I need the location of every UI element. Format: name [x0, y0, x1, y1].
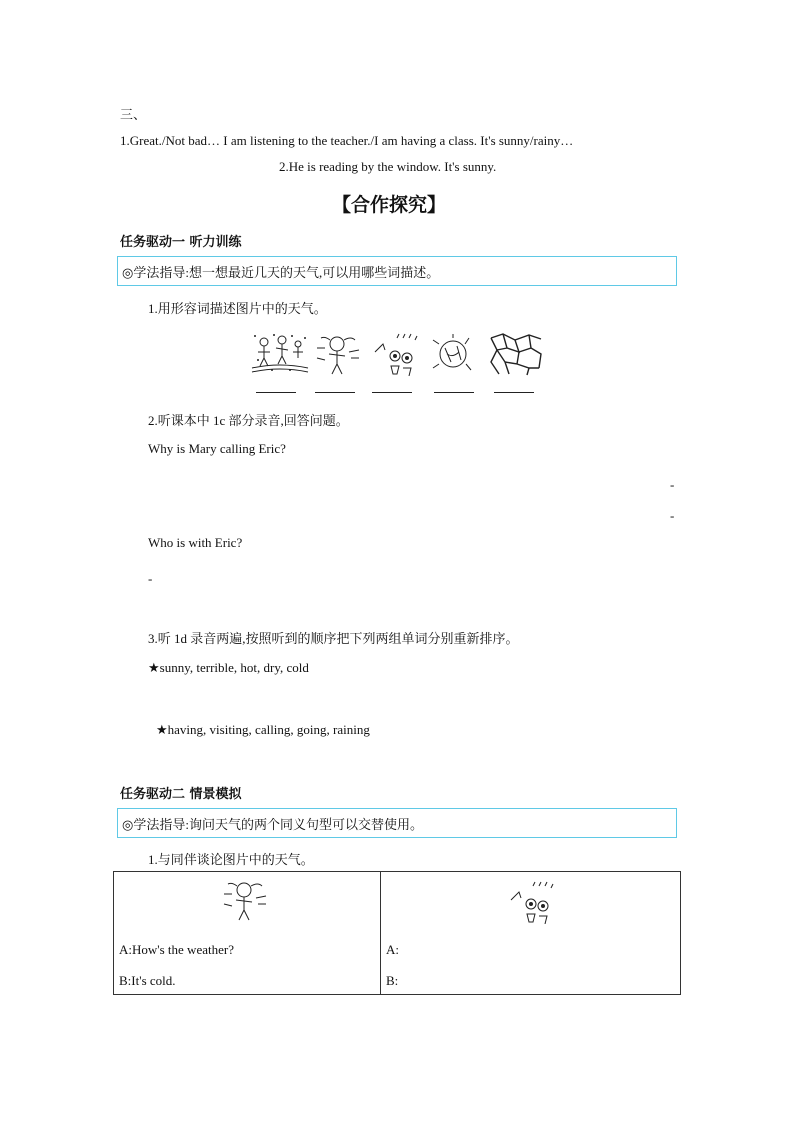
task1-guide: ◎学法指导:想一想最近几天的天气,可以用哪些词描述。	[122, 265, 440, 280]
dialogue-table	[113, 871, 681, 995]
right-line-b[interactable]: B:	[386, 973, 399, 988]
task1-title: 任务驱动一 听力训练	[120, 235, 242, 250]
answer-blank-2[interactable]	[315, 392, 355, 393]
answer-dash-2: -	[670, 508, 675, 523]
snow-people-icon	[250, 332, 310, 376]
dialogue-cell-left	[114, 872, 381, 995]
task2-guide-box	[117, 808, 677, 838]
task1-q1: 1.用形容词描述图片中的天气。	[148, 301, 327, 316]
rainy-kids-icon	[371, 332, 419, 376]
section3-heading: 三、	[120, 107, 147, 122]
rainy-kids-icon	[507, 880, 555, 924]
section3-line2: 2.He is reading by the window. It's sunny.	[279, 159, 497, 174]
cooperation-title: 【合作探究】	[332, 194, 447, 216]
section3-line1: 1.Great./Not bad… I am listening to the teacher./I am having a class. It's sunny/rainy…	[120, 133, 574, 148]
task2-guide: ◎学法指导:询问天气的两个同义句型可以交替使用。	[122, 817, 423, 832]
task1-q2a: Why is Mary calling Eric?	[148, 441, 286, 456]
windy-girl-icon	[222, 878, 268, 922]
right-line-a[interactable]: A:	[386, 942, 399, 957]
task1-q2: 2.听课本中 1c 部分录音,回答问题。	[148, 413, 349, 428]
answer-dash-3: -	[148, 571, 153, 586]
answer-blank-3[interactable]	[372, 392, 412, 393]
task1-guide-box	[117, 256, 677, 286]
answer-blank-4[interactable]	[434, 392, 474, 393]
left-line-b: B:It's cold.	[119, 973, 176, 988]
answer-dash-1: -	[670, 477, 675, 492]
sun-face-icon	[431, 332, 477, 376]
dialogue-cell-right	[381, 872, 681, 995]
task2-q1: 1.与同伴谈论图片中的天气。	[148, 852, 314, 867]
windy-girl-icon	[315, 332, 361, 376]
answer-blank-1[interactable]	[256, 392, 296, 393]
answer-blank-5[interactable]	[494, 392, 534, 393]
task1-words1: ★sunny, terrible, hot, dry, cold	[148, 660, 309, 675]
task1-q3: 3.听 1d 录音两遍,按照听到的顺序把下列两组单词分别重新排序。	[148, 631, 519, 646]
task1-words2: ★having, visiting, calling, going, raining	[156, 722, 370, 737]
task2-title: 任务驱动二 情景模拟	[120, 787, 242, 802]
dry-ground-icon	[489, 332, 543, 376]
left-line-a: A:How's the weather?	[119, 942, 234, 957]
task1-q2b: Who is with Eric?	[148, 535, 243, 550]
